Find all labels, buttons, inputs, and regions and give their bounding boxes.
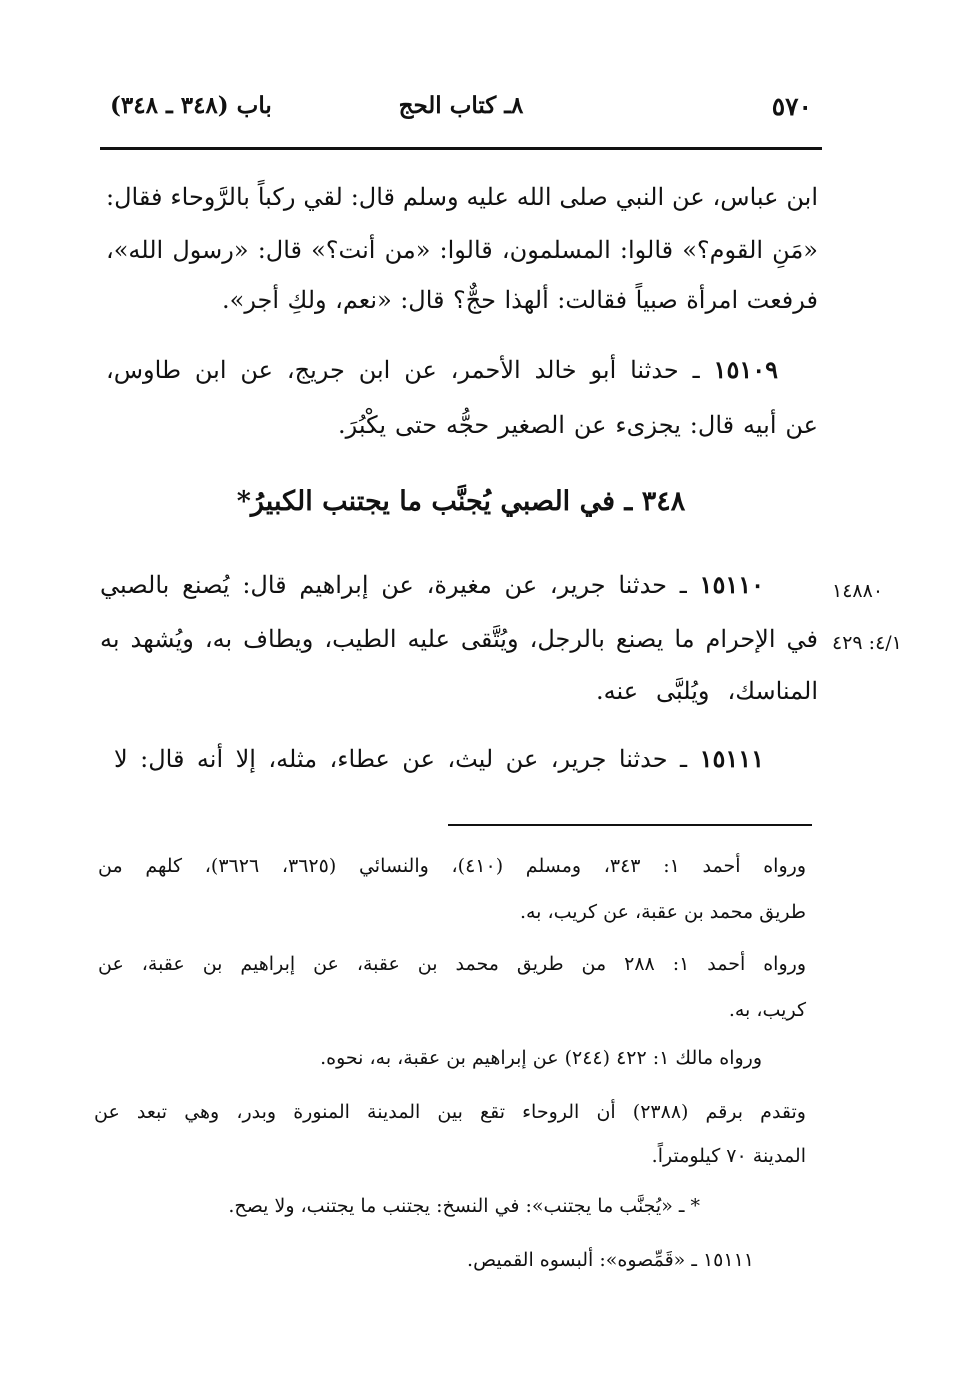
text-line: ابن عباس، عن النبي صلى الله عليه وسلم قال: لقي ركباً بالرَّوحاء فقال: (106, 183, 818, 211)
chapter-heading: ٣٤٨ ـ في الصبي يُجنَّب ما يجتنب الكبيرُ* (236, 486, 686, 517)
margin-reference: ١٤٨٨٠ (832, 580, 884, 602)
hadith-text: ـ حدثنا جرير، عن مغيرة، عن إبراهيم قال: يُصنع بالصبي (100, 571, 687, 599)
text-line: «مَنِ القوم؟» قالوا: المسلمون، قالوا: «من أنت؟» قال: «رسول الله»، (106, 236, 818, 264)
footnote-line: ورواه أحمد ١: ٣٤٣، ومسلم (٤١٠)، والنسائي (٣٦٢٥، ٣٦٢٦)، كلهم من (98, 855, 806, 877)
header-rule (100, 147, 822, 150)
hadith-number: ١٥١١١ (699, 744, 765, 773)
hadith-line: المناسك، ويُلبَّى عنه. (596, 677, 818, 705)
footnote-line: وتقدم برقم (٢٣٨٨) أن الروحاء تقع بين المدينة المنورة وبدر، وهي تبعد عن (94, 1101, 806, 1123)
footnote-line: ورواه أحمد ١: ٢٨٨ من طريق محمد بن عقبة، عن إبراهيم بن عقبة، عن (98, 953, 806, 975)
text-line: فرفعت امرأة صبياً فقالت: ألهذا حجٌّ؟ قال: «نعم، ولكِ أجر». (222, 286, 818, 314)
footnote-line: ورواه مالك ١: ٤٢٢ (٢٤٤) عن إبراهيم بن عقبة، به، نحوه. (320, 1047, 762, 1069)
chapter-range: باب (٣٤٨ ـ ٣٤٨) (110, 92, 272, 119)
hadith-text: ـ حدثنا أبو خالد الأحمر، عن ابن جريج، عن ابن طاوس، (106, 356, 700, 384)
hadith-line (100, 568, 764, 602)
hadith-line: عن أبيه قال: يجزىء عن الصغير حجُّه حتى يكْبُرَ. (338, 411, 818, 439)
footnote-rule (448, 824, 812, 826)
page-number: ٥٧٠ (771, 92, 812, 121)
hadith-number: ١٥١١٠ (699, 570, 764, 599)
hadith-line (114, 742, 764, 776)
hadith-line: في الإحرام ما يصنع بالرجل، ويُتَّقى عليه الطيب، ويطاف به، ويُشهد به (100, 625, 818, 653)
footnote-line: كريب، به. (728, 999, 806, 1021)
page-header (100, 92, 822, 134)
margin-reference: ٤/١: ٤٢٩ (832, 632, 902, 654)
footnote-line: * ـ «يُجنَّب ما يجتنب»: في النسخ: يجتنب ما يجتنب، ولا يصح. (228, 1195, 700, 1217)
footnote-line: المدينة ٧٠ كيلومتراً. (651, 1145, 806, 1167)
hadith-line (106, 353, 778, 387)
hadith-text: ـ حدثنا جرير، عن ليث، عن عطاء، مثله، إلا أنه قال: لا (114, 745, 688, 773)
book-title: ٨ـ كتاب الحج (398, 92, 524, 119)
hadith-number: ١٥١٠٩ (713, 355, 778, 384)
footnote-line: طريق محمد بن عقبة، عن كريب، به. (519, 901, 806, 923)
footnote-line: ١٥١١١ ـ «قَمِّصوه»: ألبسوه القميص. (467, 1249, 754, 1271)
